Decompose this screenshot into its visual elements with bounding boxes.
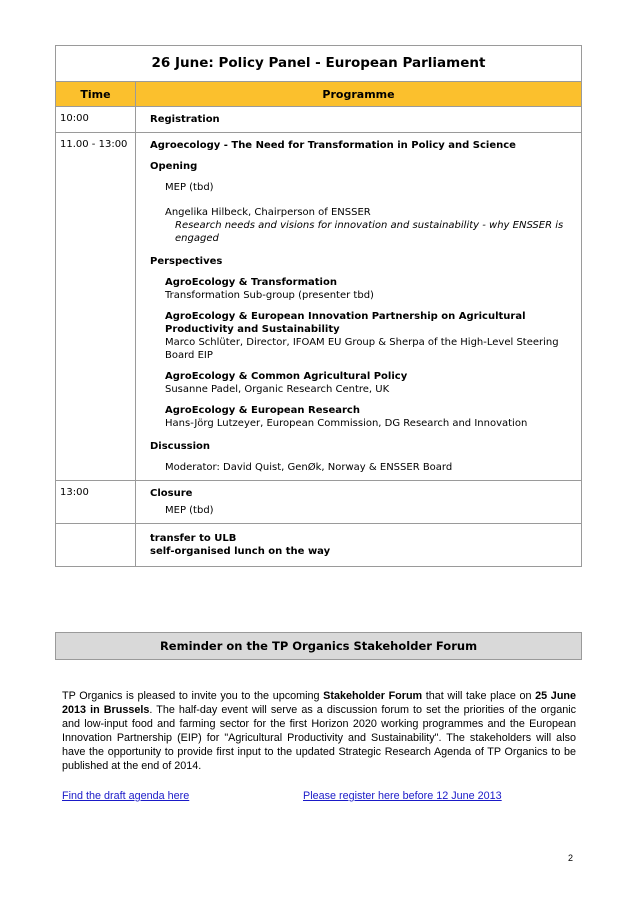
row-time: 13:00 <box>56 481 136 524</box>
header-programme: Programme <box>136 82 582 107</box>
perspective-speaker: Marco Schlüter, Director, IFOAM EU Group & Sherpa of the High-Level Steering Board EIP <box>165 337 559 361</box>
paragraph-text: . The half-day event will serve as a discussion forum to set the priorities of the organic and low-input food and farming sector for the first Horizon 2020 working programmes and the European Innovation Partnership (EIP) for "Agricultural Productivity and Sustainability". The stakeholders will also have the opportunity to provide first input to the updated Strategic Research Agenda of TP Organics to be published at the end of 2014. <box>62 704 576 772</box>
paragraph-text: that will take place on <box>422 690 536 702</box>
table-header-row <box>56 82 582 107</box>
page-number: 2 <box>568 853 574 863</box>
perspective-speaker: Hans-Jörg Lutzeyer, European Commission, DG Research and Innovation <box>165 418 528 429</box>
session-title: Agroecology - The Need for Transformation in Policy and Science <box>150 140 516 151</box>
lunch-line: self-organised lunch on the way <box>150 546 331 557</box>
row-time: 10:00 <box>56 107 136 133</box>
table-row <box>56 133 582 481</box>
perspective-title: AgroEcology & Common Agricultural Policy <box>165 371 408 382</box>
draft-agenda-link[interactable]: Find the draft agenda here <box>62 790 190 802</box>
perspective-speaker: Susanne Padel, Organic Research Centre, UK <box>165 384 390 395</box>
closure-heading: Closure <box>150 488 193 499</box>
closure-speaker: MEP (tbd) <box>165 505 214 516</box>
session-content <box>136 133 582 481</box>
paragraph-bold: Stakeholder Forum <box>323 690 423 702</box>
paragraph-bold: 25 June 2013 in Brussels <box>62 690 577 716</box>
row-time: 11.00 - 13:00 <box>56 133 136 481</box>
perspective-title: AgroEcology & Transformation <box>165 277 337 288</box>
registration-label: Registration <box>136 107 582 133</box>
perspective-item <box>150 310 577 362</box>
paragraph-text: TP Organics is pleased to invite you to the upcoming <box>62 690 324 702</box>
register-link[interactable]: Please register here before 12 June 2013 <box>303 790 502 802</box>
header-time: Time <box>56 82 136 107</box>
perspective-title: AgroEcology & European Research <box>165 405 360 416</box>
schedule-table <box>55 45 582 567</box>
discussion-moderator: Moderator: David Quist, GenØk, Norway & ENSSER Board <box>165 462 453 473</box>
closure-content <box>136 481 582 524</box>
opening-speaker: Angelika Hilbeck, Chairperson of ENSSER <box>165 207 371 218</box>
transfer-content <box>136 524 582 567</box>
opening-speaker: MEP (tbd) <box>165 182 214 193</box>
transfer-line: transfer to ULB <box>150 533 237 544</box>
reminder-paragraph <box>62 689 576 773</box>
perspective-title: AgroEcology & European Innovation Partnership on Agricultural Productivity and Sustainability <box>165 311 526 335</box>
perspective-item <box>150 404 577 430</box>
perspective-item <box>150 370 577 396</box>
perspective-speaker: Transformation Sub-group (presenter tbd) <box>165 290 374 301</box>
row-time <box>56 524 136 567</box>
perspective-item <box>150 276 577 302</box>
schedule-title: 26 June: Policy Panel - European Parliament <box>56 46 582 82</box>
opening-heading: Opening <box>150 161 198 172</box>
talk-topic: Research needs and visions for innovation and sustainability - why ENSSER is engaged <box>175 220 564 244</box>
perspectives-heading: Perspectives <box>150 256 223 267</box>
table-row <box>56 481 582 524</box>
discussion-heading: Discussion <box>150 441 211 452</box>
reminder-heading: Reminder on the TP Organics Stakeholder Forum <box>55 632 582 660</box>
table-row <box>56 524 582 567</box>
table-row <box>56 107 582 133</box>
